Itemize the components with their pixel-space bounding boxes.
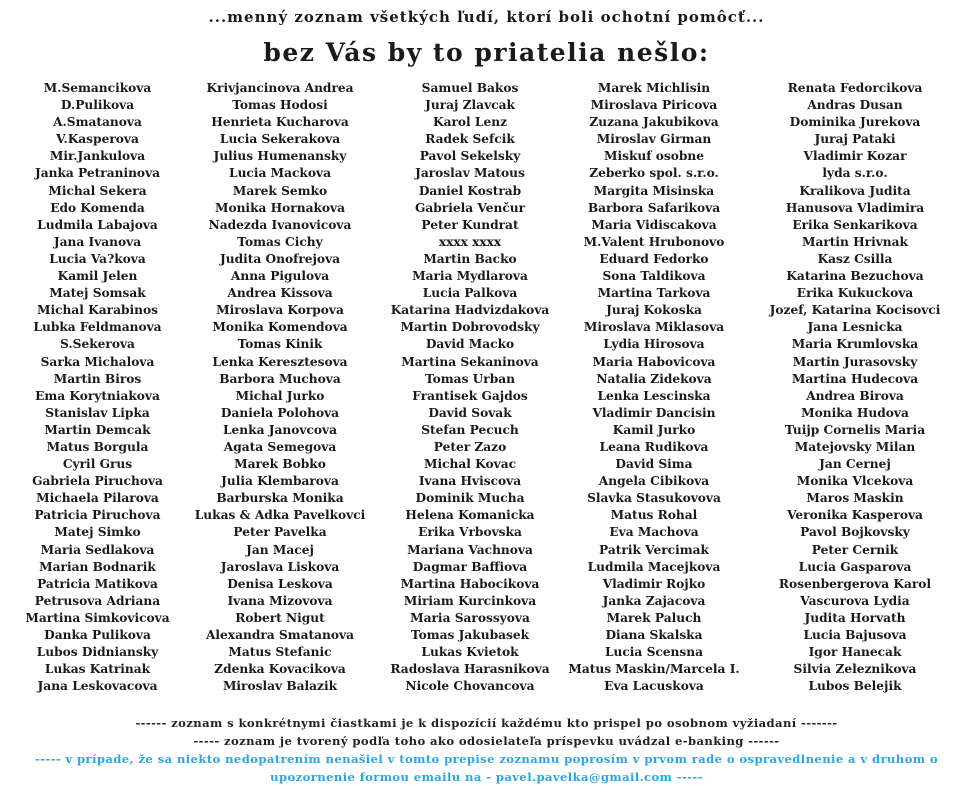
name-entry: Matej Simko xyxy=(54,525,141,540)
name-entry: Renata Fedorcikova xyxy=(787,81,923,95)
name-entry: Erika Vrbovska xyxy=(418,525,522,540)
name-entry: Juraj Zlavcak xyxy=(425,98,515,113)
name-entry: Anna Pigulova xyxy=(230,269,330,284)
name-entry: A.Smatanova xyxy=(53,115,142,130)
name-entry: Lucia Palkova xyxy=(422,286,518,301)
name-entry: Maria Habovicova xyxy=(592,354,716,369)
names-list xyxy=(0,80,973,700)
name-entry: Martin Demcak xyxy=(44,422,151,437)
name-entry: Ivana Hviscova xyxy=(418,474,522,489)
name-entry: Michal Sekera xyxy=(48,183,147,198)
name-entry: Maria Vidiscakova xyxy=(591,217,717,232)
name-entry: Lenka Lescinska xyxy=(597,388,711,403)
name-entry: Martin Hrivnak xyxy=(801,234,909,249)
name-entry: Miriam Kurcinkova xyxy=(403,593,537,608)
name-entry: Leana Rudikova xyxy=(599,439,709,454)
name-entry: Mir.Jankulova xyxy=(49,149,146,164)
name-entry: V.Kasperova xyxy=(56,132,139,147)
name-entry: Monika Hornakova xyxy=(214,200,346,215)
name-entry: David Sima xyxy=(615,457,693,472)
name-entry: Jaroslava Liskova xyxy=(220,559,340,574)
name-entry: Dominika Jurekova xyxy=(789,115,921,130)
name-entry: Miroslav Girman xyxy=(596,132,712,147)
name-entry: Karol Lenz xyxy=(432,115,508,130)
names-column-4 xyxy=(566,80,742,695)
name-entry: Jan Cernej xyxy=(819,457,891,472)
name-entry: Marek Bobko xyxy=(234,457,326,472)
name-entry: Lenka Keresztesova xyxy=(212,354,348,369)
name-entry: Matus Maskin/Marcela I. xyxy=(568,662,740,677)
name-entry: Stefan Pecuch xyxy=(421,422,519,437)
name-entry: xxxx xxxx xyxy=(438,234,502,249)
name-entry: Ema Korytniakova xyxy=(35,388,160,403)
name-entry: Janka Petraninova xyxy=(34,166,161,181)
name-entry: Kamil Jurko xyxy=(612,422,696,437)
name-entry: Sarka Michalova xyxy=(40,354,155,369)
footer-note-amounts: ------ zoznam s konkrétnymi čiastkami je k dispozícií každému kto prispel po osobnom vyžiadaní ------- xyxy=(135,716,838,730)
name-entry: Vladimir Dancisin xyxy=(592,405,716,420)
name-entry: Veronika Kasperova xyxy=(787,508,923,523)
name-entry: Patricia Matikova xyxy=(37,576,158,591)
name-entry: Peter Pavelka xyxy=(233,525,327,540)
name-entry: Martin Dobrovodsky xyxy=(400,320,540,335)
name-entry: Martina Habocikova xyxy=(400,576,540,591)
name-entry: Andrea Kissova xyxy=(227,286,333,301)
name-entry: Katarina Hadvizdakova xyxy=(390,303,550,318)
name-entry: Stanislav Lipka xyxy=(45,405,150,420)
names-column-2 xyxy=(190,80,370,695)
name-entry: Nicole Chovancova xyxy=(405,679,535,694)
name-entry: Radoslava Harasnikova xyxy=(390,662,550,677)
name-entry: Dagmar Baffiova xyxy=(412,559,528,574)
name-entry: Edo Komenda xyxy=(50,200,145,215)
name-entry: Marian Bodnarik xyxy=(39,559,156,574)
name-entry: Lucia Bajusova xyxy=(803,628,907,642)
footer-note-ebanking: ----- zoznam je tvorený podľa toho ako odosielateľa príspevku uvádzal e-banking ------ xyxy=(193,734,780,748)
name-entry: Andras Dusan xyxy=(807,98,903,113)
footer-note-email: upozornenie formou emailu na - pavel.pavelka@gmail.com ----- xyxy=(270,770,703,784)
name-entry: Rosenbergerova Karol xyxy=(778,576,932,591)
name-entry: Krivjancinova Andrea xyxy=(206,81,354,95)
name-entry: Martin Jurasovsky xyxy=(792,354,918,369)
name-entry: Gabriela Venčur xyxy=(414,200,526,215)
name-entry: Peter Cernik xyxy=(811,542,899,557)
name-entry: Martin Backo xyxy=(423,251,517,266)
name-entry: Barbora Muchova xyxy=(219,371,341,386)
name-entry: Igor Hanecak xyxy=(808,645,902,660)
name-entry: Vladimir Kozar xyxy=(803,149,907,164)
name-entry: lyda s.r.o. xyxy=(822,166,888,181)
name-entry: Vascurova Lydia xyxy=(800,593,910,608)
name-entry: Martina Tarkova xyxy=(597,286,711,301)
name-entry: Lukas Kvietok xyxy=(421,645,519,660)
name-entry: Zuzana Jakubikova xyxy=(589,115,719,130)
name-entry: Kamil Jelen xyxy=(57,269,138,284)
name-entry: Jana Lesnicka xyxy=(807,320,903,335)
name-entry: Monika Vlcekova xyxy=(796,474,914,489)
name-entry: Lydia Hirosova xyxy=(603,337,705,352)
name-entry: Kasz Csilla xyxy=(817,251,893,266)
name-entry: Lucia Mackova xyxy=(229,166,331,181)
name-entry: Martin Biros xyxy=(53,371,142,386)
name-entry: Lenka Janovcova xyxy=(222,422,338,437)
name-entry: Daniel Kostrab xyxy=(418,183,522,198)
name-entry: Tomas Urban xyxy=(424,371,516,386)
name-entry: Lubos Belejik xyxy=(808,679,902,694)
name-entry: Monika Hudova xyxy=(801,405,909,420)
name-entry: Sona Taldikova xyxy=(602,269,706,284)
name-entry: Ludmila Labajova xyxy=(37,217,158,232)
name-entry: Juraj Kokoska xyxy=(606,303,702,318)
name-entry: Julius Humenansky xyxy=(213,149,347,164)
name-entry: Peter Zazo xyxy=(433,439,507,454)
name-entry: Andrea Birova xyxy=(806,388,904,403)
name-entry: Patricia Piruchova xyxy=(34,508,161,523)
name-entry: M.Valent Hrubonovo xyxy=(583,234,725,249)
name-entry: Zeberko spol. s.r.o. xyxy=(589,166,719,181)
name-entry: Gabriela Piruchova xyxy=(32,474,163,489)
names-column-5 xyxy=(753,80,957,695)
name-entry: Lukas & Adka Pavelkovci xyxy=(194,508,366,523)
name-entry: Slavka Stasukovova xyxy=(587,491,721,506)
name-entry: Tomas Kinik xyxy=(237,337,323,352)
name-entry: Ludmila Macejkova xyxy=(587,559,721,574)
name-entry: Natalia Zidekova xyxy=(596,371,712,386)
name-entry: Lucia Sekerakova xyxy=(219,132,341,147)
name-entry: Vladimir Rojko xyxy=(602,576,706,591)
name-entry: Miskuf osobne xyxy=(603,149,705,164)
name-entry: Patrik Vercimak xyxy=(599,542,709,557)
name-entry: Frantisek Gajdos xyxy=(412,388,528,403)
name-entry: Matus Borgula xyxy=(46,439,149,454)
name-entry: Judita Onofrejova xyxy=(219,251,341,266)
name-entry: Tuijp Cornelis Maria xyxy=(784,422,926,437)
name-entry: Maria Mydlarova xyxy=(412,269,528,284)
name-entry: Jaroslav Matous xyxy=(415,166,525,181)
name-entry: Lucia Scensna xyxy=(604,645,704,660)
name-entry: Miroslava Korpova xyxy=(216,303,344,318)
name-entry: Michal Karabinos xyxy=(37,303,158,318)
name-entry: Martina Simkovicova xyxy=(25,610,170,625)
name-entry: Katarina Bezuchova xyxy=(786,269,924,284)
name-entry: Barburska Monika xyxy=(216,491,344,506)
name-entry: Julia Klembarova xyxy=(221,474,339,489)
name-entry: Michaela Pilarova xyxy=(36,491,159,506)
name-entry: Angela Cibikova xyxy=(598,474,710,489)
name-entry: Matejovsky Milan xyxy=(794,439,916,454)
name-entry: Maria Sedlakova xyxy=(40,542,155,557)
names-column-3 xyxy=(375,80,565,695)
name-entry: Pavol Bojkovsky xyxy=(800,525,910,540)
name-entry: S.Sekerova xyxy=(60,337,135,352)
name-entry: David Sovak xyxy=(428,405,512,420)
name-entry: Erika Kukuckova xyxy=(796,286,914,301)
name-entry: Lucia Va?kova xyxy=(49,251,146,266)
name-entry: Janka Zajacova xyxy=(602,593,706,608)
name-entry: Zdenka Kovacikova xyxy=(214,662,346,677)
name-entry: Eduard Fedorko xyxy=(599,251,709,266)
intro-text: ...menný zoznam všetkých ľudí, ktorí boli ochotní pomôcť... xyxy=(208,8,765,26)
name-entry: Miroslava Miklasova xyxy=(583,320,725,335)
name-entry: Barbora Safarikova xyxy=(587,200,721,215)
name-entry: Mariana Vachnova xyxy=(407,542,533,557)
name-entry: Samuel Bakos xyxy=(421,81,519,95)
name-entry: Lubos Didniansky xyxy=(36,645,159,660)
name-entry: Eva Lacuskova xyxy=(604,679,704,694)
name-entry: Erika Senkarikova xyxy=(792,217,918,232)
name-entry: Jana Ivanova xyxy=(53,234,142,249)
name-entry: Lubka Feldmanova xyxy=(33,320,162,335)
name-entry: Daniela Polohova xyxy=(220,405,340,420)
name-entry: Jan Macej xyxy=(246,542,314,557)
name-entry: Lucia Gasparova xyxy=(798,559,912,574)
name-entry: Juraj Pataki xyxy=(814,132,896,147)
name-entry: Martina Sekaninova xyxy=(401,354,539,369)
name-entry: Maros Maskin xyxy=(806,491,904,506)
name-entry: Alexandra Smatanova xyxy=(205,628,355,642)
name-entry: Agata Semegova xyxy=(223,439,337,454)
names-column-1 xyxy=(10,80,185,695)
name-entry: Miroslav Balazik xyxy=(222,679,338,694)
name-entry: Dominik Mucha xyxy=(415,491,525,506)
name-entry: Marek Paluch xyxy=(606,610,702,625)
page-title: bez Vás by to priatelia nešlo: xyxy=(263,38,710,67)
name-entry: Matus Rohal xyxy=(610,508,698,523)
name-entry: D.Pulikova xyxy=(60,98,135,113)
name-entry: Marek Michlisin xyxy=(597,81,711,95)
name-entry: Tomas Cichy xyxy=(237,234,323,249)
name-entry: M.Semancikova xyxy=(43,81,152,95)
name-entry: Petrusova Adriana xyxy=(34,593,161,608)
name-entry: Tomas Hodosi xyxy=(232,98,328,113)
name-entry: Nadezda Ivanovicova xyxy=(208,217,352,232)
name-entry: Michal Jurko xyxy=(235,388,325,403)
name-entry: Pavol Sekelsky xyxy=(419,149,521,164)
name-entry: Marek Semko xyxy=(232,183,328,198)
name-entry: Margita Misinska xyxy=(593,183,715,198)
name-entry: Miroslava Piricova xyxy=(590,98,718,113)
name-entry: Michal Kovac xyxy=(423,457,517,472)
name-entry: Martina Hudecova xyxy=(791,371,919,386)
name-entry: Jozef, Katarina Kocisovci xyxy=(769,303,941,318)
name-entry: Robert Nigut xyxy=(235,610,325,625)
name-entry: Ivana Mizovova xyxy=(227,593,333,608)
name-entry: Helena Komanicka xyxy=(405,508,535,523)
name-entry: Monika Komendova xyxy=(212,320,348,335)
name-entry: Peter Kundrat xyxy=(421,217,519,232)
name-entry: Lukas Katrinak xyxy=(44,662,151,677)
name-entry: Danka Pulikova xyxy=(44,628,151,642)
name-entry: Maria Sarossyova xyxy=(410,610,530,625)
name-entry: Radek Sefcik xyxy=(425,132,515,147)
name-entry: Eva Machova xyxy=(609,525,699,540)
name-entry: Cyril Grus xyxy=(62,457,133,472)
name-entry: Henrieta Kucharova xyxy=(211,115,349,130)
name-entry: Matus Stefanic xyxy=(228,645,332,660)
footer-note-apology: ----- v prípade, že sa niekto nedopatrením nenašiel v tomto prepise zoznamu poprosím v prvom rade o ospravedlnenie a v druhom o xyxy=(34,752,939,766)
name-entry: Maria Krumlovska xyxy=(791,337,919,352)
name-entry: Silvia Zeleznikova xyxy=(793,662,917,677)
name-entry: Kralikova Judita xyxy=(799,183,911,198)
name-entry: Denisa Leskova xyxy=(227,576,333,591)
name-entry: Judita Horvath xyxy=(804,610,906,625)
name-entry: Matej Somsak xyxy=(49,286,146,301)
name-entry: David Macko xyxy=(425,337,515,352)
name-entry: Hanusova Vladimira xyxy=(785,200,925,215)
name-entry: Jana Leskovacova xyxy=(37,679,158,694)
name-entry: Diana Skalska xyxy=(605,628,703,642)
name-entry: Tomas Jakubasek xyxy=(410,628,530,642)
